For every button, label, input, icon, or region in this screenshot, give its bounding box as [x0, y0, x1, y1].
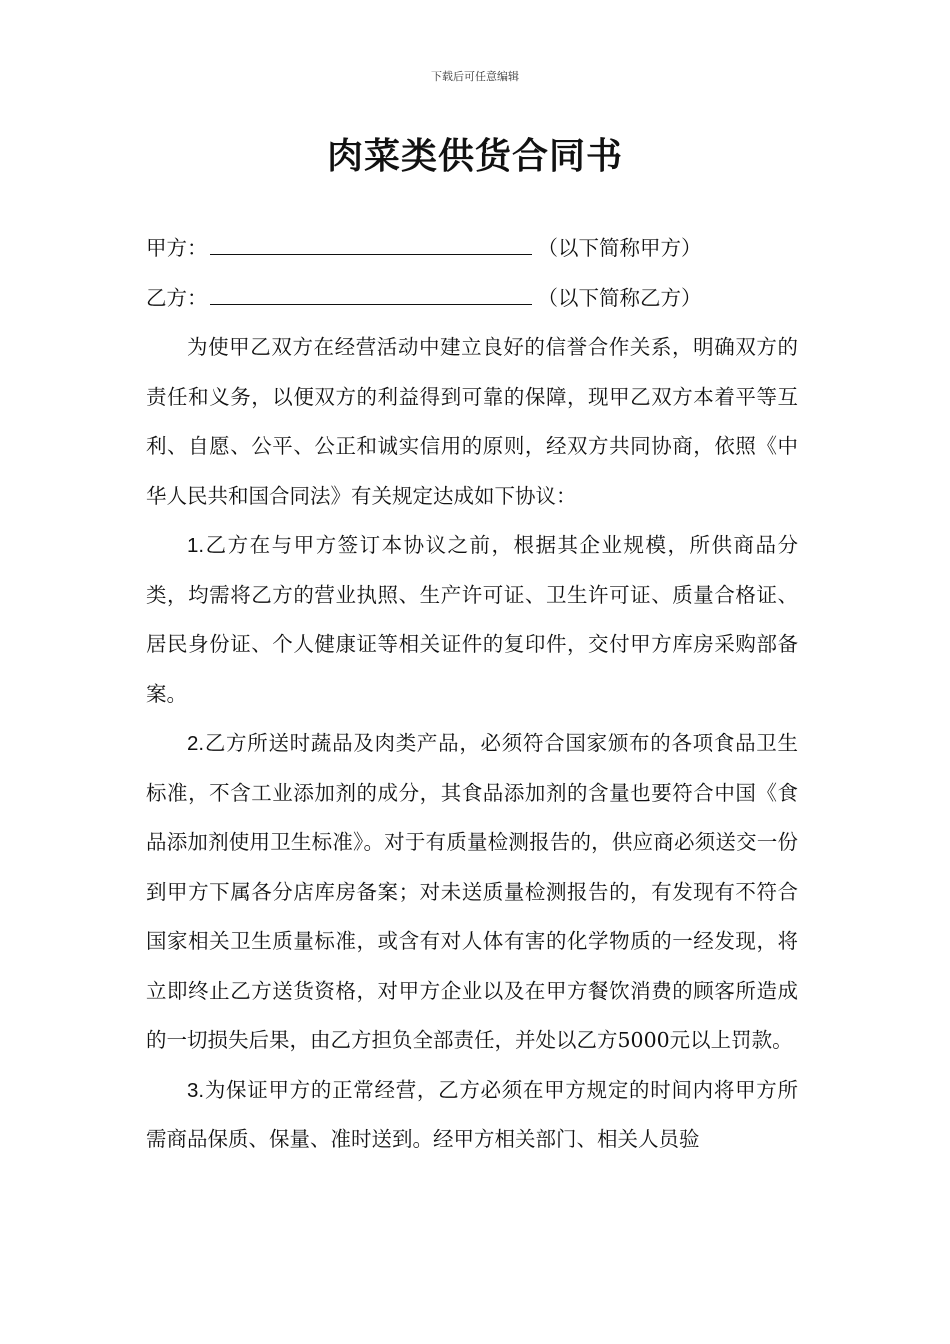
- clause-1: [146, 521, 798, 719]
- intro-paragraph: 为使甲乙双方在经营活动中建立良好的信誉合作关系，明确双方的责任和义务，以便双方的利益得到可靠的保障，现甲乙双方本着平等互利、自愿、公平、公正和诚实信用的原则，经双方共同协商，依照《中华人民共和国合同法》有关规定达成如下协议：: [146, 335, 798, 508]
- party-b-line: [146, 274, 798, 324]
- party-a-label: 甲方：: [146, 236, 208, 260]
- party-a-suffix: （以下简称甲方）: [537, 236, 702, 260]
- party-a-blank[interactable]: [210, 232, 532, 255]
- contract-body: [146, 224, 798, 1165]
- document-title: 肉菜类供货合同书: [326, 136, 623, 177]
- clause-number: 2.: [187, 732, 205, 755]
- clause-text: 为保证甲方的正常经营，乙方必须在甲方规定的时间内将甲方所需商品保质、保量、准时送到。经甲方相关部门、相关人员验: [146, 1077, 798, 1151]
- party-b-suffix: （以下简称乙方）: [537, 285, 702, 310]
- clause-number: 1.: [187, 534, 205, 557]
- clause-text: 乙方在与甲方签订本协议之前，根据其企业规模，所供商品分类，均需将乙方的营业执照、生产许可证、卫生许可证、质量合格证、居民身份证、个人健康证等相关证件的复印件，交付甲方库房采购部备案。: [146, 533, 798, 706]
- clause-2: [146, 719, 798, 1066]
- clause-number: 3.: [187, 1078, 205, 1102]
- party-b-blank[interactable]: [210, 282, 532, 305]
- party-a-line: [146, 224, 798, 274]
- clause-text: 乙方所送时蔬品及肉类产品，必须符合国家颁布的各项食品卫生标准，不含工业添加剂的成分，其食品添加剂的含量也要符合中国《食品添加剂使用卫生标准》。对于有质量检测报告的，供应商必须送交一份到甲方下属各分店库房备案；对未送质量检测报告的，有发现有不符合国家相关卫生质量标准，或含有对人体有害的化学物质的一经发现，将立即终止乙方送货资格，对甲方企业以及在甲方餐饮消费的顾客所造成的一切损失后果，由乙方担负全部责任，并处以乙方5000元以上罚款。: [146, 731, 798, 1052]
- clause-3: [146, 1066, 798, 1165]
- header-note: 下载后可任意编辑: [431, 70, 519, 83]
- party-b-label: 乙方：: [146, 285, 208, 310]
